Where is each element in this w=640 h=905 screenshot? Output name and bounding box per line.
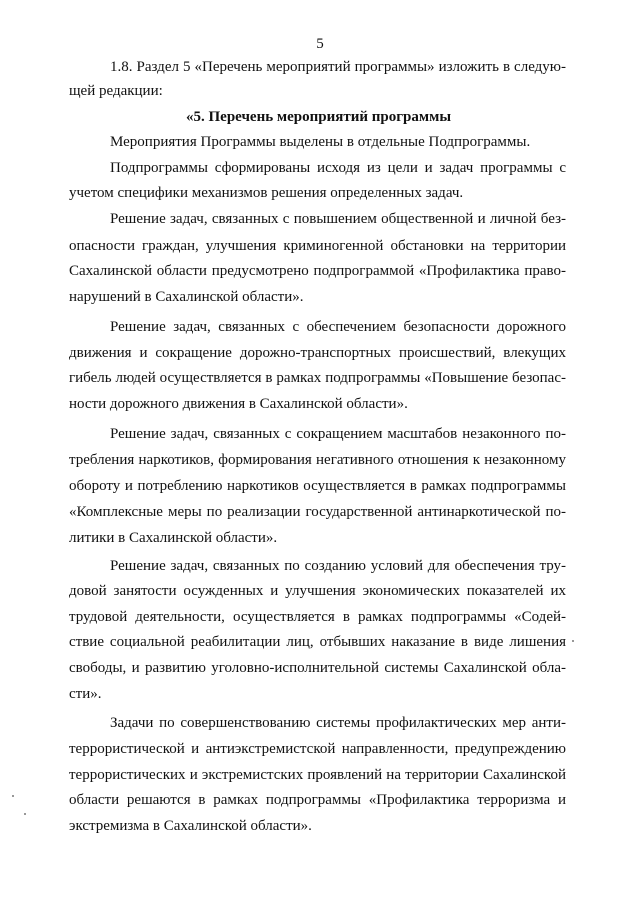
text-line: учетом специфики механизмов решения определенных задач. (69, 185, 464, 201)
text-line: области решаются в рамках подпрограммы «Профилактика терроризма и (69, 792, 566, 808)
page-number: 5 (316, 36, 324, 52)
scan-speck (24, 813, 26, 815)
text-line: ности дорожного движения в Сахалинской области». (69, 396, 408, 412)
text-line: террористической и антиэкстремистской направленности, предупреждению (69, 741, 566, 757)
text-line: сти». (69, 686, 102, 702)
text-line: движения и сокращение дорожно-транспортных происшествий, влекущих (69, 345, 566, 361)
text-line: литики в Сахалинской области». (69, 530, 278, 546)
text-line: Сахалинской области предусмотрено подпрограммой «Профилактика право- (69, 263, 566, 279)
text-line: Мероприятия Программы выделены в отдельные Подпрограммы. (110, 134, 531, 150)
text-line: щей редакции: (69, 83, 163, 99)
text-line: обороту и потреблению наркотиков осуществляется в рамках подпрограммы (69, 478, 566, 494)
text-line: ствие социальной реабилитации лиц, отбывших наказание в виде лишения (69, 634, 566, 650)
text-line: требления наркотиков, формирования негативного отношения к незаконному (69, 452, 566, 468)
section-heading: «5. Перечень мероприятий программы (186, 109, 452, 125)
text-line: довой занятости осужденных и улучшения экономических показателей их (69, 583, 566, 599)
text-line: Решение задач, связанных с сокращением масштабов незаконного по- (110, 426, 566, 442)
text-line: Решение задач, связанных с обеспечением безопасности дорожного (110, 319, 566, 335)
scan-speck (572, 640, 574, 642)
text-line: Задачи по совершенствованию системы профилактических мер анти- (110, 715, 566, 731)
text-line: террористических и экстремистских проявлений на территории Сахалинской (69, 767, 566, 783)
text-line: гибель людей осуществляется в рамках подпрограммы «Повышение безопас- (69, 370, 566, 386)
text-line: трудовой деятельности, осуществляется в рамках подпрограммы «Содей- (69, 609, 566, 625)
text-line: «Комплексные меры по реализации государственной антинаркотической по- (69, 504, 566, 520)
text-line: Решение задач, связанных по созданию условий для обеспечения тру- (110, 558, 566, 574)
text-line: опасности граждан, улучшения криминогенной обстановки на территории (69, 238, 566, 254)
text-line: нарушений в Сахалинской области». (69, 289, 304, 305)
text-line: свободы, и развитию уголовно-исполнительной системы Сахалинской обла- (69, 660, 566, 676)
text-line: Решение задач, связанных с повышением общественной и личной без- (110, 211, 566, 227)
text-line: экстремизма в Сахалинской области». (69, 818, 312, 834)
text-line: Подпрограммы сформированы исходя из цели и задач программы с (110, 160, 566, 176)
text-line: 1.8. Раздел 5 «Перечень мероприятий программы» изложить в следую- (110, 59, 566, 75)
scan-speck (12, 795, 14, 797)
